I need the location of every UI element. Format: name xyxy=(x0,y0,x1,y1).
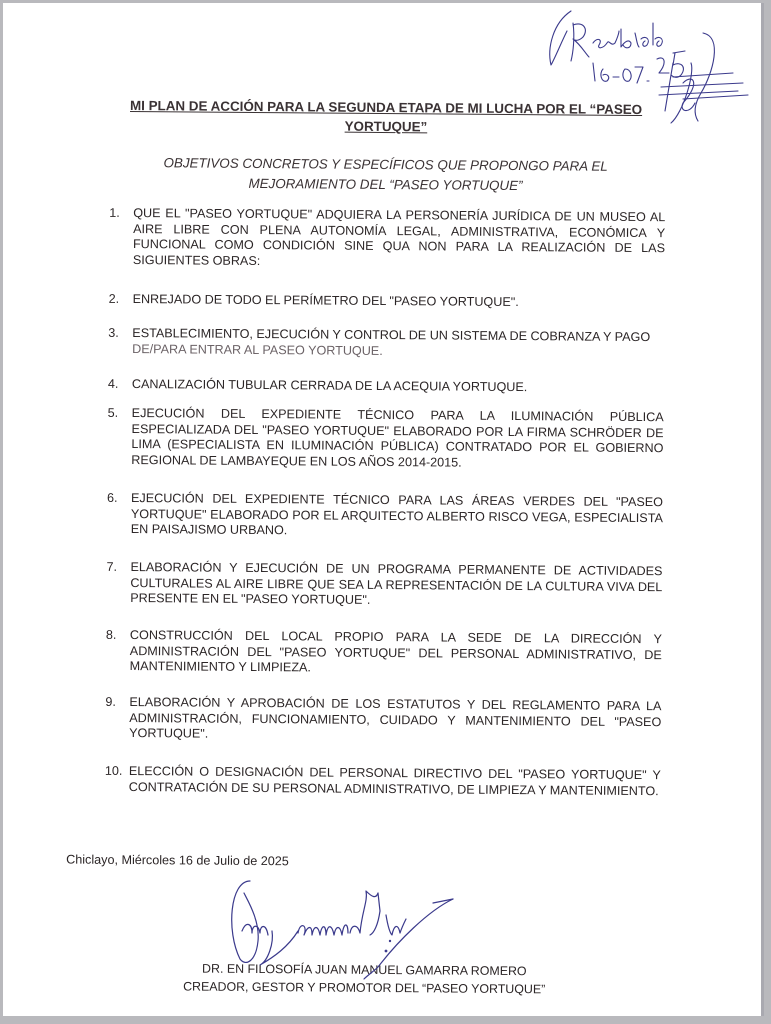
list-item-3 xyxy=(108,326,664,361)
item-text: ELABORACIÓN Y APROBACIÓN DE LOS ESTATUTOS Y DEL REGLAMENTO PARA LA ADMINISTRACIÓN, FUNCIONAMIENTO, CUIDADO Y MANTENIMIENTO DEL "PASEO YORTUQUE". xyxy=(129,695,662,741)
item-number: 10. xyxy=(104,763,123,778)
list-item-5 xyxy=(107,406,663,472)
document-title: MI PLAN DE ACCIÓN PARA LA SEGUNDA ETAPA DE MI LUCHA POR EL “PASEO YORTUQUE” xyxy=(130,98,643,135)
item-text: ENREJADO DE TODO EL PERÍMETRO DEL "PASEO YORTUQUE". xyxy=(132,292,519,310)
received-handwritten-note xyxy=(533,3,753,138)
date-line: Chiclayo, Miércoles 16 de Julio de 2025 xyxy=(66,852,289,869)
item-number: 9. xyxy=(105,694,117,709)
author-signature xyxy=(228,871,468,981)
document-subtitle: OBJETIVOS CONCRETOS Y ESPECÍFICOS QUE PROPONGO PARA EL MEJORAMIENTO DEL “PASEO YORTUQUE” xyxy=(163,155,608,194)
item-text: ESTABLECIMIENTO, EJECUCIÓN Y CONTROL DE UN SISTEMA DE COBRANZA Y PAGO xyxy=(132,326,651,345)
item-number: 2. xyxy=(108,291,120,306)
item-number: 6. xyxy=(106,490,118,505)
list-item-6 xyxy=(107,491,663,542)
signatory-name: DR. EN FILOSOFÍA JUAN MANUEL GAMARRA ROMERO xyxy=(202,961,527,979)
item-number: 8. xyxy=(105,627,117,642)
item-number: 4. xyxy=(107,376,119,391)
item-number: 1. xyxy=(109,205,120,220)
item-text-continuation: DE/PARA ENTRAR AL PASEO YORTUQUE. xyxy=(132,341,383,358)
document-page xyxy=(3,3,764,1016)
signatory-role: CREADOR, GESTOR Y PROMOTOR DEL “PASEO YORTUQUE” xyxy=(183,979,546,997)
list-item-9 xyxy=(105,695,661,746)
item-text: EJECUCIÓN DEL EXPEDIENTE TÉCNICO PARA LA ILUMINACIÓN PÚBLICA ESPECIALIZADA DEL "PASEO YORTUQUE" ELABORADO POR LA FIRMA SCHRÖDER DE LIMA (ESPECIALISTA EN ILUMINACIÓN PÚBLICA) CONTRATADO POR EL GOBIERNO REGIONAL DE LAMBAYEQUE EN LOS AÑOS 2014-2015. xyxy=(131,406,664,470)
item-text: CONSTRUCCIÓN DEL LOCAL PROPIO PARA LA SEDE DE LA DIRECCIÓN Y ADMINISTRACIÓN DEL "PASEO YORTUQUE" DEL PERSONAL ADMINISTRATIVO, DE MANTENIMIENTO Y LIMPIEZA. xyxy=(129,628,662,675)
item-text: QUE EL "PASEO YORTUQUE" ADQUIERA LA PERSONERÍA JURÍDICA DE UN MUSEO AL AIRE LIBRE CON PLENA AUTONOMÍA LEGAL, ADMINISTRATIVA, ECONÓMICA Y FUNCIONAL COMO CONDICIÓN SINE QUA NON PARA LA REALIZACIÓN DE LAS SIGUIENTES OBRAS: xyxy=(132,206,666,268)
item-text: ELABORACIÓN Y EJECUCIÓN DE UN PROGRAMA PERMANENTE DE ACTIVIDADES CULTURALES AL AIRE LIBRE QUE SEA LA REPRESENTACIÓN DE LA CULTURA VIVA DEL PRESENTE EN EL "PASEO YORTUQUE". xyxy=(130,560,663,607)
item-number: 5. xyxy=(107,405,119,420)
item-text: ELECCIÓN O DESIGNACIÓN DEL PERSONAL DIRECTIVO DEL "PASEO YORTUQUE" Y CONTRATACIÓN DE SU PERSONAL ADMINISTRATIVO, DE LIMPIEZA Y MANTENIMIENTO. xyxy=(128,764,661,798)
document-content xyxy=(3,3,764,1016)
list-item-1 xyxy=(109,206,665,272)
item-number: 3. xyxy=(108,325,119,340)
list-item-2 xyxy=(109,292,665,312)
list-item-7 xyxy=(106,560,662,611)
list-item-4 xyxy=(108,377,664,397)
item-text: EJECUCIÓN DEL EXPEDIENTE TÉCNICO PARA LAS ÁREAS VERDES DEL "PASEO YORTUQUE" ELABORADO POR EL ARQUITECTO ALBERTO RISCO VEGA, ESPECIALISTA EN PAISAJISMO URBANO. xyxy=(130,491,664,538)
list-item-10 xyxy=(105,764,661,799)
item-number: 7. xyxy=(106,559,118,574)
list-item-8 xyxy=(106,628,662,679)
item-text: CANALIZACIÓN TUBULAR CERRADA DE LA ACEQUIA YORTUQUE. xyxy=(131,377,528,395)
